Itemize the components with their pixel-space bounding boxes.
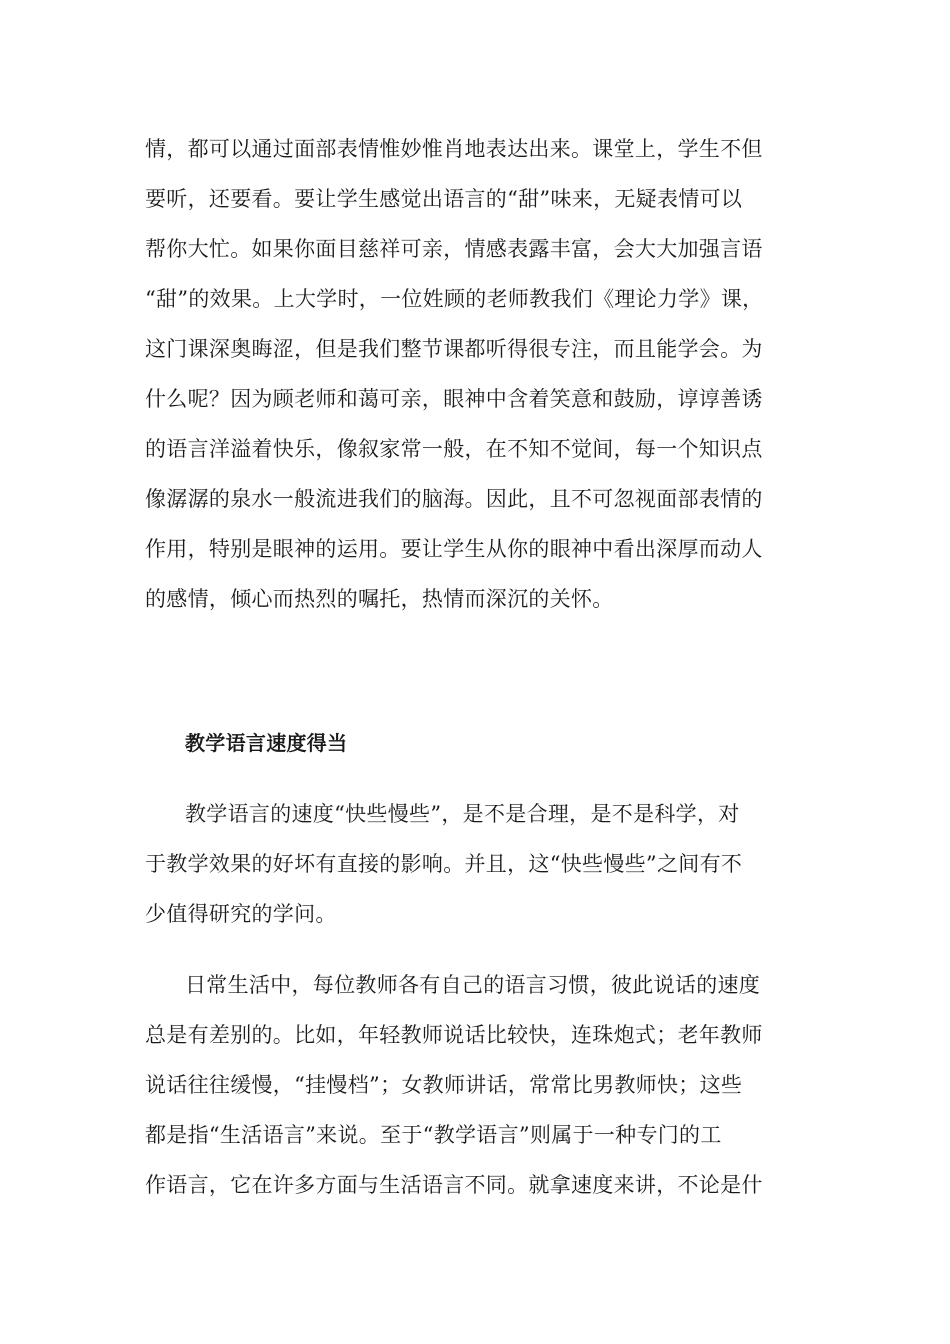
paragraph-line: “甜”的效果。上大学时，一位姓顾的老师教我们《理论力学》课，: [145, 287, 764, 311]
paragraph-line: 的语言洋溢着快乐，像叙家常一般，在不知不觉间，每一个知识点: [145, 437, 763, 461]
paragraph-line: 日常生活中，每位教师各有自己的语言习惯，彼此说话的速度: [185, 973, 761, 997]
paragraph-line: 要听，还要看。要让学生感觉出语言的“甜”味来，无疑表情可以: [145, 187, 743, 211]
paragraph-line: 教学语言的速度“快些慢些”，是不是合理，是不是科学，对: [185, 802, 740, 826]
paragraph-line: 说话往往缓慢，“挂慢档”；女教师讲话，常常比男教师快；这些: [145, 1073, 743, 1097]
paragraph-line: 的感情，倾心而热烈的嘱托，热情而深沉的关怀。: [145, 587, 614, 611]
paragraph-line: 作语言，它在许多方面与生活语言不同。就拿速度来讲，不论是什: [145, 1173, 763, 1197]
section-heading-block: [145, 718, 810, 768]
paragraph-line: 作用，特别是眼神的运用。要让学生从你的眼神中看出深厚而动人: [145, 537, 763, 561]
paragraph-line: 都是指“生活语言”来说。至于“教学语言”则属于一种专门的工: [145, 1123, 722, 1147]
paragraph-line: 帮你大忙。如果你面目慈祥可亲，情感表露丰富，会大大加强言语: [145, 237, 763, 261]
paragraph-line: 像潺潺的泉水一般流进我们的脑海。因此，且不可忽视面部表情的: [145, 487, 763, 511]
paragraph-line: 于教学效果的好坏有直接的影响。并且，这“快些慢些”之间有不: [145, 852, 743, 876]
paragraph-line: 这门课深奥晦涩，但是我们整节课都听得很专注，而且能学会。为: [145, 337, 763, 361]
paragraph-line: 总是有差别的。比如，年轻教师说话比较快，连珠炮式；老年教师: [145, 1023, 763, 1047]
paragraph-2: [145, 789, 810, 939]
paragraph-line: 情，都可以通过面部表情惟妙惟肖地表达出来。课堂上，学生不但: [145, 137, 763, 161]
paragraph-3: [145, 960, 810, 1210]
section-heading: 教学语言速度得当: [185, 731, 348, 755]
paragraph-line: 什么呢？因为顾老师和蔼可亲，眼神中含着笑意和鼓励，谆谆善诱: [145, 387, 763, 411]
paragraph-line: 少值得研究的学问。: [145, 902, 337, 926]
paragraph-1: [145, 124, 810, 624]
